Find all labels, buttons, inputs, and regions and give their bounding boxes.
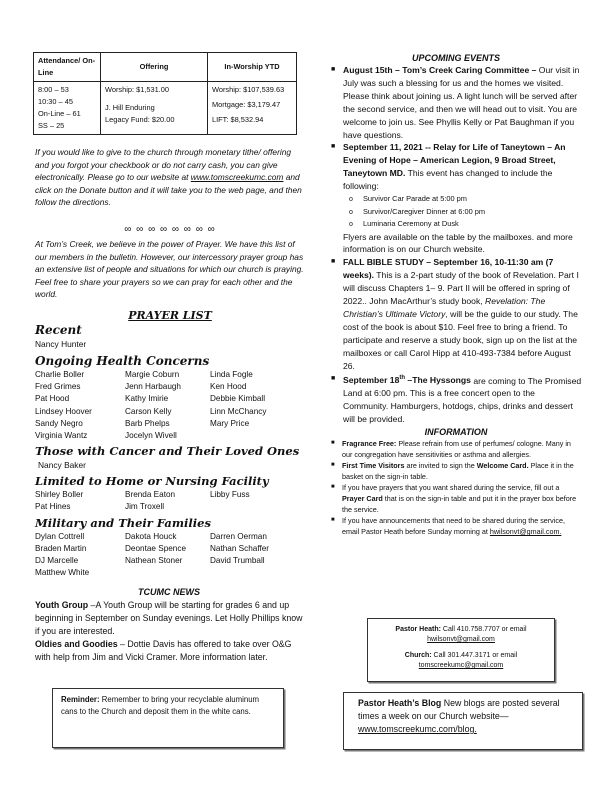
prayer-intro: At Tom’s Creek, we believe in the power of Prayer. We have this list of our members in the bulletin. However, our intercessory prayer group has an extensive list of people and situations for which our church is praying. Feel free to share your prayers so we can pray for each other and the world. — [35, 239, 304, 300]
attendance-line: 10:30 – 45 — [38, 97, 73, 106]
event-subitem: o Survivor/Caregiver Dinner at 6:00 pm — [349, 206, 485, 216]
prayer-name: Nathan Schaffer — [210, 543, 270, 553]
prayer-list — [35, 323, 315, 579]
church-phone: Call 301.447.3171 or email — [431, 652, 518, 659]
blog-text: New blogs are posted several times a week on our Church website— — [358, 698, 560, 721]
info-item: ■ First Time Visitors are invited to sign the Welcome Card. Place it in the basket on the sign-in table. — [331, 461, 574, 482]
event-subitem-text: Survivor/Caregiver Dinner at 6:00 pm — [363, 206, 485, 216]
prayer-name: Fred Grimes — [35, 382, 81, 392]
prayer-name: Jenn Harbaugh — [125, 382, 181, 392]
prayer-name: Barb Phelps — [125, 418, 170, 428]
offering-line: Worship: $1,531.00 — [105, 85, 169, 94]
prayer-name: Debbie Kimball — [210, 394, 266, 404]
event-text: This is a 2-part study of the book of Revelation. Part I will discuss Chapters 1– 9. Part II will be offered in spring of 2022.. John MacArthur’s study book, — [343, 270, 579, 307]
oldies-label: Oldies and Goodies — [35, 639, 118, 649]
info-label: First Time Visitors — [342, 461, 405, 471]
info-text: If you have prayers that you want shared during the service, fill out a — [342, 483, 560, 493]
attendance-table — [33, 52, 297, 135]
attendance-header: Attendance/ On-Line — [34, 53, 101, 82]
event-date: September 18 — [343, 375, 400, 386]
prayer-name: Dakota Houck — [125, 531, 177, 541]
upcoming-events — [330, 52, 582, 537]
info-label: Prayer Card — [342, 494, 383, 504]
pastor-email-link[interactable]: hwilsonvt@gmail.com. — [489, 527, 562, 537]
offering-line: J. Hill Enduring — [105, 103, 155, 112]
prayer-name: Dylan Cottrell — [35, 531, 85, 541]
blog-box — [343, 692, 583, 750]
event-subitem: o Survivor Car Parade at 5:00 pm — [349, 194, 467, 204]
event-item: ■ September 11, 2021 -- Relay for Life of Taneytown – An Evening of Hope – American Legion, 9 Broad Street, Taneytown MD. This event has changed to include the following: o Survivor Car Parade at 5:00 pm o Survivor/Caregiver Dinner at 6:00 pm o Luminaria Ceremony at Dusk Flyers are available on the table by the mailboxes. and more information is on our Church website. — [343, 141, 582, 256]
pastor-contact — [368, 625, 554, 635]
prayer-name: Braden Martin — [35, 543, 87, 553]
info-label: Fragrance Free: — [342, 439, 397, 449]
prayer-name: Deontae Spence — [125, 543, 186, 553]
info-item: ■ If you have announcements that need to be shared during the service, email Pastor Heath before Sunday morning at hwilsonvt@gmail.com. — [331, 516, 565, 537]
info-text: are invited to sign the — [404, 461, 477, 471]
reminder-label: Reminder: — [61, 695, 100, 704]
prayer-name: Brenda Eaton — [125, 490, 176, 500]
event-sublist — [343, 193, 582, 231]
oldies-item — [35, 638, 303, 664]
prayer-name: Nathean Stoner — [125, 556, 183, 566]
youth-group-item — [35, 599, 303, 638]
church-label: Church: — [404, 652, 432, 659]
attendance-line: SS – 25 — [38, 121, 65, 130]
info-text: If you have announcements that need to be shared during the service, email Pastor Heath before Sunday morning at — [342, 516, 565, 537]
event-item: ■ September 18th –The Hyssongs are coming to The Promised Land at 6:00 pm. This is a free concert open to the Community. Hamburgers, hotdogs, chips, drinks and dessert will be provided. — [331, 374, 582, 425]
recent-heading: Recent — [35, 323, 82, 337]
prayer-list-title: PRAYER LIST — [128, 309, 212, 322]
offering-values — [101, 82, 208, 135]
prayer-name: Pat Hood — [35, 394, 70, 404]
pastor-label: Pastor Heath: — [395, 626, 441, 633]
tcumc-news — [35, 586, 303, 664]
event-title: FALL BIBLE STUDY – September 16, 10-11:30 am (7 weeks). — [343, 257, 554, 281]
ytd-values — [208, 82, 297, 135]
prayer-name — [210, 501, 290, 513]
church-contact — [368, 651, 554, 661]
blog-link[interactable]: www.tomscreekumc.com/blog. — [358, 724, 477, 734]
website-link[interactable]: www.tomscreekumc.com — [190, 172, 284, 183]
ytd-line: Worship: $107,539.63 — [212, 85, 285, 94]
info-item: ■ Fragrance Free: Please refrain from use of perfumes/ cologne. Many in our congregation have sensitivities or asthma and allergies. — [331, 439, 571, 460]
prayer-name: Carson Kelly — [125, 406, 172, 416]
reminder-box — [52, 688, 284, 748]
event-item: ■ August 15th – Tom’s Creek Caring Committee – Our visit in July was such a blessing for us and the homes we visited. Please think about joining us. A light lunch will be served after the second service, and then we will head out to visit. You are welcome to join us. See Phyllis Kelly or Pat Baughman if you have questions. — [331, 65, 580, 140]
prayer-name: Ken Hood — [210, 382, 247, 392]
attendance-line: On-Line – 61 — [38, 109, 81, 118]
attendance-line: 8:00 – 53 — [38, 85, 69, 94]
event-name: –The Hyssongs — [405, 375, 471, 386]
prayer-name: Sandy Negro — [35, 418, 83, 428]
event-text: are coming to The Promised Land at 6:00 pm. This is a free concert open to the Community. Hamburgers, hotdogs, chips, drinks and dessert will be provided. — [343, 375, 582, 425]
prayer-name: Darren Oerman — [210, 531, 267, 541]
prayer-name: Lindsey Hoover — [35, 406, 92, 416]
blog-label: Pastor Heath’s Blog — [358, 698, 442, 708]
prayer-name: Jocelyn Wivell — [125, 431, 177, 441]
event-subitem: o Luminaria Ceremony at Dusk — [349, 219, 459, 229]
prayer-name: Shirley Boller — [35, 490, 84, 500]
youth-group-label: Youth Group — [35, 600, 89, 610]
info-label: Welcome Card. — [476, 461, 529, 471]
prayer-name: Margie Coburn — [125, 370, 180, 379]
prayer-name: Jim Troxell — [125, 502, 165, 512]
info-text: Place it in the basket on the sign-in table. — [342, 461, 574, 482]
event-text: , will be the guide to our study. The cost of the book is about $10. Feel free to bring a friend. To participate and reserve a study book, sign up on the list at the mailboxes or call Carol Hipp at 410-493-7384 before August 26. — [343, 309, 578, 371]
information-title: INFORMATION — [424, 427, 488, 438]
info-item: ■ If you have prayers that you want shared during the service, fill out a Prayer Card that is on the sign-in table and put it in the prayer box before the service. — [331, 483, 577, 515]
prayer-name: Virginia Wantz — [35, 431, 88, 441]
give-online-paragraph — [35, 146, 305, 209]
prayer-name: Charlie Boller — [35, 370, 85, 379]
event-subitem-text: Luminaria Ceremony at Dusk — [363, 219, 459, 229]
prayer-name — [210, 430, 290, 442]
event-subitem-text: Survivor Car Parade at 5:00 pm — [363, 194, 467, 204]
cancer-heading: Those with Cancer and Their Loved Ones — [35, 444, 300, 459]
prayer-name — [210, 567, 290, 579]
info-text: Please refrain from use of perfumes/ cologne. Many in our congregation have sensitivities or asthma and allergies. — [342, 439, 571, 460]
prayer-name: DJ Marcelle — [35, 556, 79, 566]
church-email[interactable]: tomscreekumc@gmail.com — [418, 662, 504, 669]
divider: ∞ ∞ ∞ ∞ ∞ ∞ ∞ ∞ — [124, 224, 216, 235]
ytd-header: In-Worship YTD — [208, 53, 297, 82]
prayer-name — [125, 567, 210, 579]
youth-group-text: –A Youth Group will be starting for grades 6 and up beginning in September on Sunday evenings. Let Holly Phillips know if you are interested. — [35, 600, 303, 636]
ytd-line: Mortgage: $3,179.47 — [212, 100, 281, 109]
prayer-name: Kathy Imirie — [125, 394, 169, 404]
attendance-counts — [34, 82, 101, 135]
info-text: that is on the sign-in table and put it in the prayer box before the service. — [342, 494, 577, 515]
event-item: ■ FALL BIBLE STUDY – September 16, 10-11:30 am (7 weeks). This is a 2-part study of the book of Revelation. Part I will discuss Chapters 1– 9. Part II will be offered in spring of 2022.. John MacArthur’s study book, Revelation: The Christian’s Ultimate Victory, will be the guide to our study. The cost of the book is about $10. Feel free to bring a friend. To participate and reserve a study book, sign up on the list at the mailboxes or call Carol Hipp at 410-493-7384 before August 26. — [331, 257, 579, 371]
limited-heading: Limited to Home or Nursing Facility — [35, 474, 269, 489]
event-title: August 15th – Tom’s Creek Caring Committee – — [343, 65, 537, 75]
tcumc-news-title: TCUMC NEWS — [138, 587, 200, 597]
offering-header: Offering — [101, 53, 208, 82]
recent-name: Nancy Hunter — [35, 339, 87, 349]
prayer-name: Linda Fogle — [210, 370, 253, 379]
event-book-title: Revelation: The Christian’s Ultimate Victory — [343, 296, 546, 319]
contact-box — [367, 618, 555, 682]
upcoming-events-title: UPCOMING EVENTS — [411, 53, 500, 63]
oldies-text: – Dottie Davis has offered to take over O&G with help from Jim and Vicki Cramer. More information later. — [35, 639, 292, 662]
cancer-name: Nancy Baker — [38, 460, 86, 471]
prayer-name: David Trumball — [210, 556, 265, 566]
prayer-name: Linn McChancy — [210, 406, 267, 416]
offering-line: Legacy Fund: $20.00 — [105, 115, 175, 124]
ytd-line: LIFT: $8,532.94 — [212, 115, 264, 124]
give-text-end: and click on the Donate button and it will take you to the web page, and then follow the directions. — [35, 172, 302, 208]
prayer-name: Matthew White — [35, 568, 90, 578]
military-names — [35, 531, 315, 580]
give-text: If you would like to give to the church through monetary tithe/ offering and you forgot your checkbook or do not carry cash, you can give electronically. Please go to our website at — [35, 147, 292, 183]
event-text-after: Flyers are available on the table by the mailboxes. and more information is on our Church website. — [343, 231, 573, 255]
event-text: This event has changed to include the following: — [343, 168, 553, 192]
pastor-email[interactable]: hwilsonvt@gmail.com — [427, 636, 495, 643]
event-date-suffix: th — [399, 375, 406, 382]
event-text: Our visit in July was such a blessing for us and the homes we visited. Please think about joining us. A light lunch will be served after the second service, and then we will head out to visit. You are welcome to join us. See Phyllis Kelly or Pat Baughman if you have questions. — [343, 65, 580, 140]
military-heading: Military and Their Families — [35, 515, 211, 530]
pastor-phone: Call 410.758.7707 or email — [440, 626, 527, 633]
prayer-name: Mary Price — [210, 418, 250, 428]
ongoing-names — [35, 369, 315, 442]
event-title: September 11, 2021 -- Relay for Life of Taneytown – An Evening of Hope – American Legion, 9 Broad Street, Taneytown MD. — [343, 142, 566, 179]
event-title — [343, 375, 471, 385]
prayer-name: Pat Hines — [35, 502, 71, 512]
limited-names — [35, 489, 315, 513]
prayer-name: Libby Fuss — [210, 490, 250, 500]
ongoing-heading: Ongoing Health Concerns — [35, 354, 210, 368]
reminder-text: Remember to bring your recyclable aluminum cans to the Church and deposit them in the white cans. — [61, 695, 260, 716]
